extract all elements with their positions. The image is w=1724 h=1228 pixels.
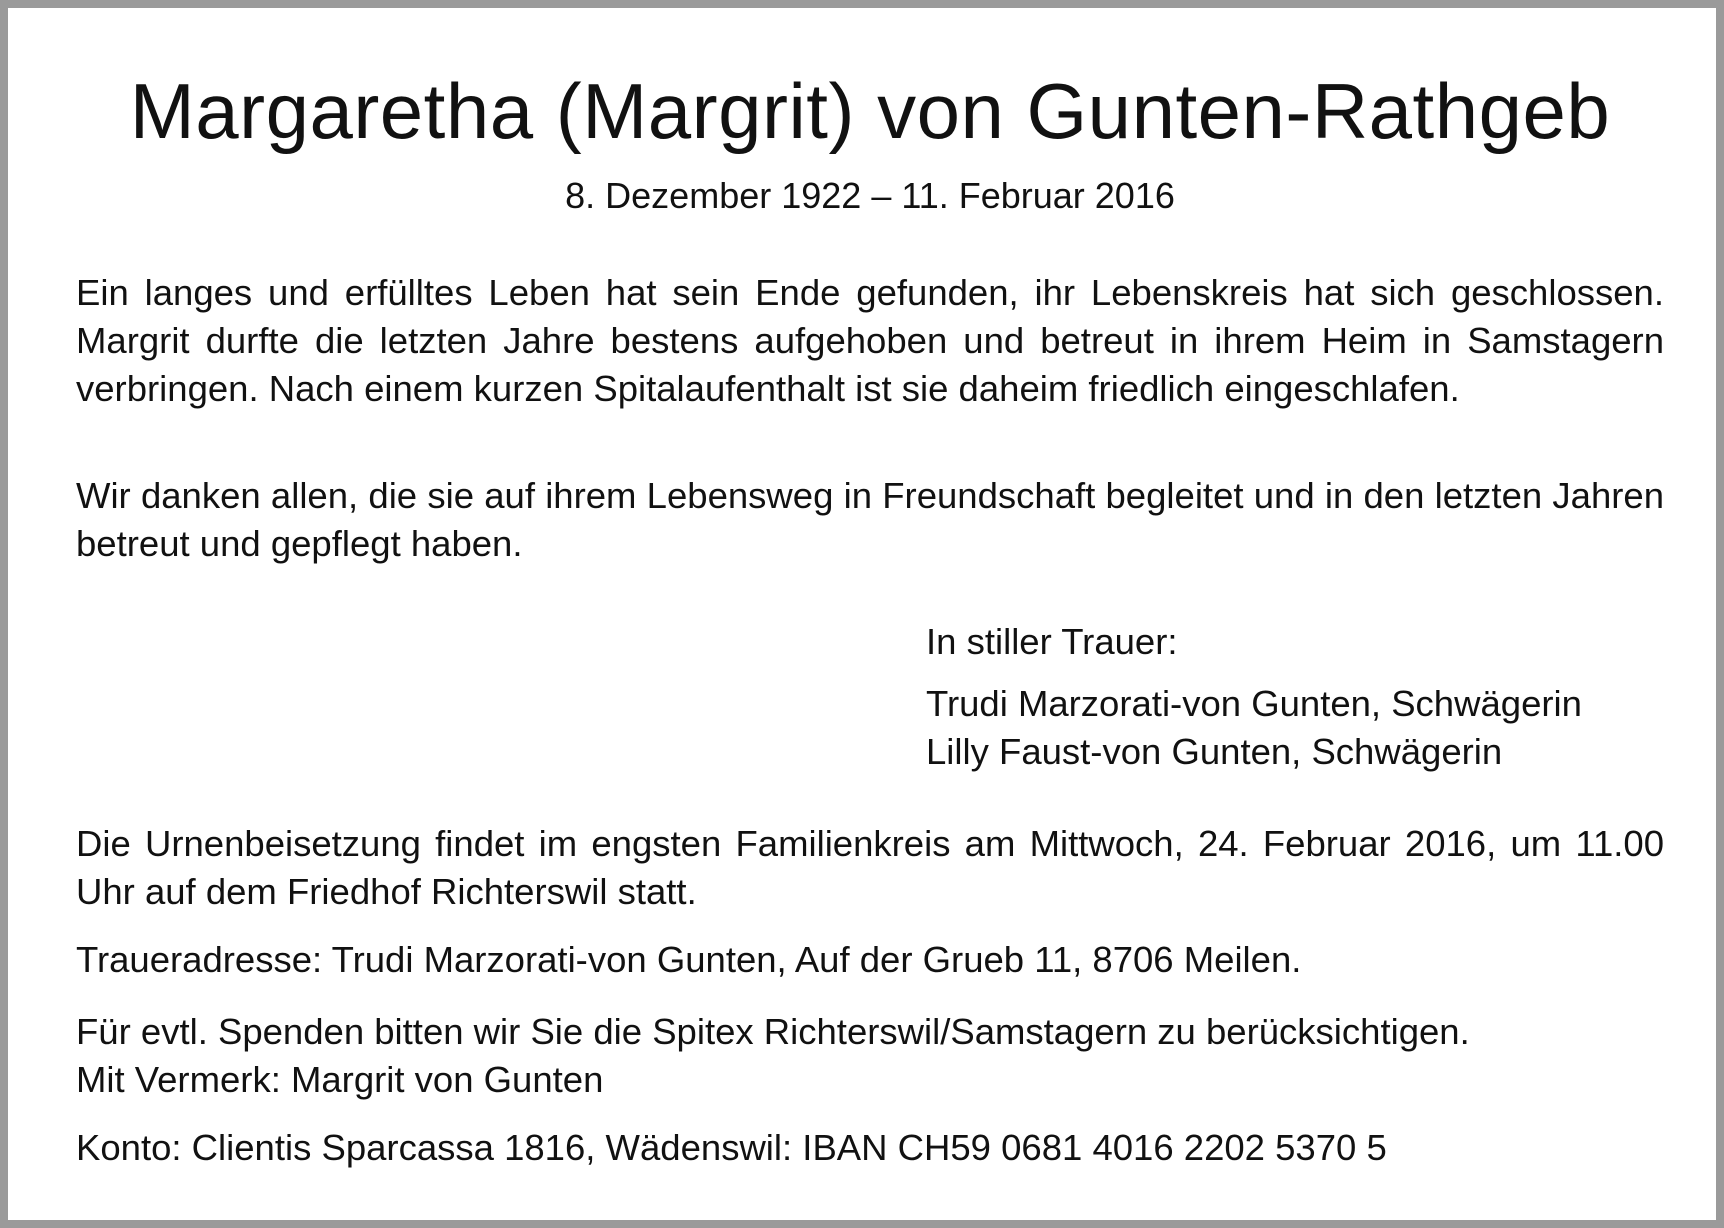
donations-paragraph bbox=[76, 1008, 1664, 1104]
deceased-name-heading: Margaretha (Margrit) von Gunten-Rathgeb bbox=[129, 67, 1611, 155]
mourners-signature bbox=[926, 618, 1666, 776]
mourning-intro: In stiller Trauer: bbox=[926, 621, 1178, 662]
burial-paragraph: Die Urnenbeisetzung findet im engsten Familienkreis am Mittwoch, 24. Februar 2016, um 11.00 Uhr auf dem Friedhof Richterswil statt. bbox=[76, 823, 1664, 912]
bank-account: Konto: Clientis Sparcassa 1816, Wädenswil: IBAN CH59 0681 4016 2202 5370 5 bbox=[76, 1127, 1387, 1168]
donations-request: Für evtl. Spenden bitten wir Sie die Spitex Richterswil/Samstagern zu berücksichtigen. bbox=[76, 1011, 1470, 1052]
farewell-paragraph: Ein langes und erfülltes Leben hat sein Ende gefunden, ihr Lebenskreis hat sich geschlossen. Margrit durfte die letzten Jahre bestens aufgehoben und betreut in ihrem Heim in Samstagern verbringen. Nach einem kurzen Spitalaufenthalt ist sie daheim friedlich eingeschlafen. bbox=[76, 272, 1664, 409]
mourning-address: Traueradresse: Trudi Marzorati-von Gunten, Auf der Grueb 11, 8706 Meilen. bbox=[76, 939, 1302, 980]
life-dates: 8. Dezember 1922 – 11. Februar 2016 bbox=[565, 175, 1175, 216]
mourner-name: Trudi Marzorati-von Gunten, Schwägerin bbox=[926, 683, 1582, 724]
mourner-name: Lilly Faust-von Gunten, Schwägerin bbox=[926, 731, 1503, 772]
thanks-paragraph: Wir danken allen, die sie auf ihrem Lebensweg in Freundschaft begleitet und in den letzten Jahren betreut und gepflegt haben. bbox=[76, 475, 1664, 564]
donations-reference: Mit Vermerk: Margrit von Gunten bbox=[76, 1059, 604, 1100]
